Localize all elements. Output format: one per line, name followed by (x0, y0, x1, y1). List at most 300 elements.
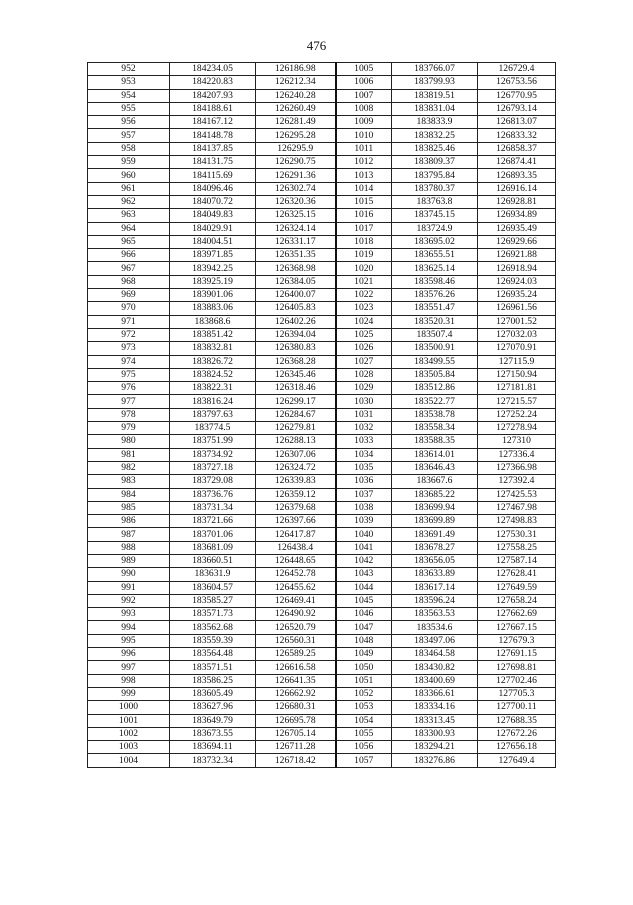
table-cell: 127181.81 (478, 382, 556, 395)
table-cell: 1049 (336, 648, 392, 661)
table-cell: 184131.75 (170, 156, 256, 169)
table-cell: 1030 (336, 395, 392, 408)
table-cell: 183774.5 (170, 422, 256, 435)
table-cell: 127558.25 (478, 541, 556, 554)
table-cell: 1038 (336, 501, 392, 514)
table-cell: 183625.14 (392, 262, 478, 275)
table-row (88, 608, 556, 621)
table-cell: 127672.26 (478, 727, 556, 740)
table-cell: 183824.52 (170, 368, 256, 381)
table-cell: 994 (88, 621, 170, 634)
table-cell: 183585.27 (170, 594, 256, 607)
coordinate-table-body (88, 63, 556, 768)
table-cell: 126680.31 (256, 701, 336, 714)
table-cell: 183631.9 (170, 568, 256, 581)
table-cell: 1026 (336, 342, 392, 355)
table-cell: 183649.79 (170, 714, 256, 727)
table-cell: 183667.6 (392, 475, 478, 488)
table-cell: 183699.89 (392, 515, 478, 528)
table-cell: 183832.81 (170, 342, 256, 355)
table-cell: 184167.12 (170, 116, 256, 129)
table-cell: 127530.31 (478, 528, 556, 541)
table-cell: 183799.93 (392, 76, 478, 89)
table-cell: 183464.58 (392, 648, 478, 661)
table-cell: 184234.05 (170, 63, 256, 76)
table-cell: 1015 (336, 195, 392, 208)
table-cell: 183655.51 (392, 249, 478, 262)
table-cell: 973 (88, 342, 170, 355)
table-cell: 992 (88, 594, 170, 607)
table-cell: 126394.04 (256, 328, 336, 341)
table-cell: 183695.02 (392, 235, 478, 248)
table-cell: 969 (88, 289, 170, 302)
table-cell: 183576.26 (392, 289, 478, 302)
table-cell: 971 (88, 315, 170, 328)
table-cell: 183751.99 (170, 435, 256, 448)
table-cell: 126260.49 (256, 102, 336, 115)
table-cell: 127278.94 (478, 422, 556, 435)
table-cell: 127700.11 (478, 701, 556, 714)
table-cell: 974 (88, 355, 170, 368)
table-cell: 126380.83 (256, 342, 336, 355)
table-cell: 127115.9 (478, 355, 556, 368)
table-cell: 126402.26 (256, 315, 336, 328)
table-cell: 126368.28 (256, 355, 336, 368)
table-row (88, 727, 556, 740)
table-cell: 183832.25 (392, 129, 478, 142)
table-cell: 1001 (88, 714, 170, 727)
table-row (88, 89, 556, 102)
table-cell: 183732.34 (170, 754, 256, 767)
table-cell: 1057 (336, 754, 392, 767)
table-row (88, 501, 556, 514)
table-cell: 1036 (336, 475, 392, 488)
table-cell: 183797.63 (170, 408, 256, 421)
table-row (88, 76, 556, 89)
table-cell: 184049.83 (170, 209, 256, 222)
table-cell: 955 (88, 102, 170, 115)
table-cell: 126813.07 (478, 116, 556, 129)
table-cell: 1055 (336, 727, 392, 740)
table-cell: 126469.41 (256, 594, 336, 607)
table-row (88, 634, 556, 647)
table-cell: 127656.18 (478, 741, 556, 754)
table-cell: 967 (88, 262, 170, 275)
table-cell: 126405.83 (256, 302, 336, 315)
table-cell: 126924.03 (478, 275, 556, 288)
table-cell: 183660.51 (170, 554, 256, 567)
table-cell: 183780.37 (392, 182, 478, 195)
table-cell: 1032 (336, 422, 392, 435)
table-cell: 183559.39 (170, 634, 256, 647)
table-cell: 972 (88, 328, 170, 341)
table-cell: 958 (88, 142, 170, 155)
table-cell: 126325.15 (256, 209, 336, 222)
table-cell: 962 (88, 195, 170, 208)
table-cell: 968 (88, 275, 170, 288)
table-cell: 126307.06 (256, 448, 336, 461)
table-cell: 183681.09 (170, 541, 256, 554)
table-cell: 127392.4 (478, 475, 556, 488)
table-cell: 993 (88, 608, 170, 621)
table-cell: 1053 (336, 701, 392, 714)
table-cell: 127498.83 (478, 515, 556, 528)
table-cell: 183520.31 (392, 315, 478, 328)
table-cell: 1007 (336, 89, 392, 102)
table-cell: 978 (88, 408, 170, 421)
table-cell: 1047 (336, 621, 392, 634)
table-cell: 126695.78 (256, 714, 336, 727)
table-cell: 984 (88, 488, 170, 501)
table-cell: 184207.93 (170, 89, 256, 102)
table-cell: 998 (88, 674, 170, 687)
table-cell: 184096.46 (170, 182, 256, 195)
table-row (88, 195, 556, 208)
table-cell: 183883.06 (170, 302, 256, 315)
table-row (88, 754, 556, 767)
table-cell: 1031 (336, 408, 392, 421)
table-cell: 1052 (336, 687, 392, 700)
table-row (88, 142, 556, 155)
table-cell: 1025 (336, 328, 392, 341)
table-cell: 1011 (336, 142, 392, 155)
table-cell: 183300.93 (392, 727, 478, 740)
table-cell: 183701.06 (170, 528, 256, 541)
table-cell: 126284.67 (256, 408, 336, 421)
table-cell: 1050 (336, 661, 392, 674)
table-cell: 126455.62 (256, 581, 336, 594)
table-cell: 975 (88, 368, 170, 381)
table-cell: 183971.85 (170, 249, 256, 262)
table-cell: 126240.28 (256, 89, 336, 102)
table-row (88, 102, 556, 115)
table-cell: 1018 (336, 235, 392, 248)
table-cell: 1048 (336, 634, 392, 647)
table-cell: 999 (88, 687, 170, 700)
table-cell: 183816.24 (170, 395, 256, 408)
table-cell: 183736.76 (170, 488, 256, 501)
table-row (88, 621, 556, 634)
table-cell: 183571.73 (170, 608, 256, 621)
table-cell: 183724.9 (392, 222, 478, 235)
table-cell: 126295.28 (256, 129, 336, 142)
table-cell: 956 (88, 116, 170, 129)
table-cell: 991 (88, 581, 170, 594)
table-cell: 126279.81 (256, 422, 336, 435)
table-cell: 183826.72 (170, 355, 256, 368)
table-row (88, 368, 556, 381)
table-cell: 126186.98 (256, 63, 336, 76)
table-cell: 126318.46 (256, 382, 336, 395)
table-row (88, 289, 556, 302)
table-cell: 183729.08 (170, 475, 256, 488)
table-cell: 183766.07 (392, 63, 478, 76)
table-row (88, 461, 556, 474)
table-cell: 1014 (336, 182, 392, 195)
table-cell: 126290.75 (256, 156, 336, 169)
table-cell: 126718.42 (256, 754, 336, 767)
table-cell: 126212.34 (256, 76, 336, 89)
table-cell: 1013 (336, 169, 392, 182)
table-cell: 183673.55 (170, 727, 256, 740)
table-cell: 126345.46 (256, 368, 336, 381)
table-cell: 126288.13 (256, 435, 336, 448)
table-cell: 184220.83 (170, 76, 256, 89)
table-cell: 126916.14 (478, 182, 556, 195)
table-cell: 183763.8 (392, 195, 478, 208)
table-cell: 953 (88, 76, 170, 89)
table-cell: 126281.49 (256, 116, 336, 129)
table-cell: 183499.55 (392, 355, 478, 368)
table-row (88, 222, 556, 235)
table-cell: 126359.12 (256, 488, 336, 501)
table-cell: 960 (88, 169, 170, 182)
table-cell: 126560.31 (256, 634, 336, 647)
table-cell: 127688.35 (478, 714, 556, 727)
table-cell: 1009 (336, 116, 392, 129)
table-row (88, 448, 556, 461)
table-row (88, 515, 556, 528)
table-cell: 183678.27 (392, 541, 478, 554)
table-cell: 183627.96 (170, 701, 256, 714)
table-cell: 183731.34 (170, 501, 256, 514)
table-cell: 183563.53 (392, 608, 478, 621)
table-cell: 183699.94 (392, 501, 478, 514)
table-cell: 982 (88, 461, 170, 474)
table-row (88, 701, 556, 714)
table-cell: 183276.86 (392, 754, 478, 767)
table-cell: 183558.34 (392, 422, 478, 435)
table-cell: 183633.89 (392, 568, 478, 581)
table-cell: 183562.68 (170, 621, 256, 634)
table-cell: 126379.68 (256, 501, 336, 514)
table-cell: 126921.88 (478, 249, 556, 262)
table-cell: 183721.66 (170, 515, 256, 528)
table-cell: 127252.24 (478, 408, 556, 421)
table-cell: 126417.87 (256, 528, 336, 541)
table-cell: 126324.14 (256, 222, 336, 235)
table-cell: 127070.91 (478, 342, 556, 355)
table-cell: 980 (88, 435, 170, 448)
table-cell: 184148.78 (170, 129, 256, 142)
table-cell: 127679.3 (478, 634, 556, 647)
table-cell: 126302.74 (256, 182, 336, 195)
table-cell: 126397.66 (256, 515, 336, 528)
table-cell: 126918.94 (478, 262, 556, 275)
table-cell: 1000 (88, 701, 170, 714)
table-cell: 183868.6 (170, 315, 256, 328)
table-cell: 997 (88, 661, 170, 674)
table-row (88, 648, 556, 661)
table-row (88, 687, 556, 700)
table-cell: 183512.86 (392, 382, 478, 395)
table-cell: 126616.58 (256, 661, 336, 674)
table-cell: 183617.14 (392, 581, 478, 594)
table-cell: 127649.59 (478, 581, 556, 594)
table-cell: 988 (88, 541, 170, 554)
table-cell: 183598.46 (392, 275, 478, 288)
table-cell: 979 (88, 422, 170, 435)
table-cell: 126299.17 (256, 395, 336, 408)
table-cell: 183694.11 (170, 741, 256, 754)
table-cell: 126705.14 (256, 727, 336, 740)
table-cell: 1006 (336, 76, 392, 89)
table-row (88, 714, 556, 727)
table-cell: 184070.72 (170, 195, 256, 208)
table-cell: 1054 (336, 714, 392, 727)
table-row (88, 674, 556, 687)
table-cell: 127215.57 (478, 395, 556, 408)
table-cell: 126935.24 (478, 289, 556, 302)
table-cell: 184115.69 (170, 169, 256, 182)
table-cell: 183614.01 (392, 448, 478, 461)
table-cell: 126384.05 (256, 275, 336, 288)
table-cell: 1029 (336, 382, 392, 395)
table-row (88, 129, 556, 142)
table-cell: 1012 (336, 156, 392, 169)
table-cell: 1010 (336, 129, 392, 142)
table-cell: 977 (88, 395, 170, 408)
table-cell: 126874.41 (478, 156, 556, 169)
table-cell: 966 (88, 249, 170, 262)
table-row (88, 328, 556, 341)
table-cell: 127698.81 (478, 661, 556, 674)
table-cell: 183366.61 (392, 687, 478, 700)
table-cell: 126331.17 (256, 235, 336, 248)
table-cell: 183294.21 (392, 741, 478, 754)
table-cell: 184004.51 (170, 235, 256, 248)
table-cell: 1019 (336, 249, 392, 262)
table-row (88, 262, 556, 275)
table-cell: 127336.4 (478, 448, 556, 461)
table-cell: 970 (88, 302, 170, 315)
table-cell: 126729.4 (478, 63, 556, 76)
table-cell: 183500.91 (392, 342, 478, 355)
table-row (88, 661, 556, 674)
table-cell: 183534.6 (392, 621, 478, 634)
table-cell: 127032.03 (478, 328, 556, 341)
table-cell: 183586.25 (170, 674, 256, 687)
table-cell: 183596.24 (392, 594, 478, 607)
table-cell: 126928.81 (478, 195, 556, 208)
table-cell: 126452.78 (256, 568, 336, 581)
table-cell: 127705.3 (478, 687, 556, 700)
table-cell: 126793.14 (478, 102, 556, 115)
table-cell: 127001.52 (478, 315, 556, 328)
table-cell: 183313.45 (392, 714, 478, 727)
table-cell: 127628.41 (478, 568, 556, 581)
table-cell: 183851.42 (170, 328, 256, 341)
table-cell: 987 (88, 528, 170, 541)
table-cell: 126490.92 (256, 608, 336, 621)
table-cell: 126893.35 (478, 169, 556, 182)
table-cell: 126589.25 (256, 648, 336, 661)
table-cell: 183538.78 (392, 408, 478, 421)
table-row (88, 475, 556, 488)
table-cell: 126320.36 (256, 195, 336, 208)
table-cell: 183551.47 (392, 302, 478, 315)
table-cell: 1027 (336, 355, 392, 368)
table-cell: 126448.65 (256, 554, 336, 567)
table-cell: 1044 (336, 581, 392, 594)
table-cell: 1040 (336, 528, 392, 541)
table-row (88, 275, 556, 288)
table-cell: 127662.69 (478, 608, 556, 621)
table-cell: 1024 (336, 315, 392, 328)
table-row (88, 568, 556, 581)
table-cell: 985 (88, 501, 170, 514)
table-cell: 183819.51 (392, 89, 478, 102)
table-cell: 183656.05 (392, 554, 478, 567)
table-cell: 1045 (336, 594, 392, 607)
table-cell: 183925.19 (170, 275, 256, 288)
table-cell: 183588.35 (392, 435, 478, 448)
table-cell: 127702.46 (478, 674, 556, 687)
table-cell: 1004 (88, 754, 170, 767)
table-cell: 1028 (336, 368, 392, 381)
table-cell: 964 (88, 222, 170, 235)
table-cell: 126935.49 (478, 222, 556, 235)
table-row (88, 235, 556, 248)
table-cell: 126438.4 (256, 541, 336, 554)
coordinate-table (87, 62, 556, 768)
table-row (88, 554, 556, 567)
table-cell: 989 (88, 554, 170, 567)
table-cell: 183825.46 (392, 142, 478, 155)
table-row (88, 422, 556, 435)
table-cell: 1034 (336, 448, 392, 461)
table-cell: 1003 (88, 741, 170, 754)
table-cell: 127658.24 (478, 594, 556, 607)
table-cell: 127467.98 (478, 501, 556, 514)
table-row (88, 169, 556, 182)
table-cell: 183745.15 (392, 209, 478, 222)
table-cell: 1035 (336, 461, 392, 474)
table-cell: 959 (88, 156, 170, 169)
table-row (88, 182, 556, 195)
table-cell: 1043 (336, 568, 392, 581)
table-cell: 1042 (336, 554, 392, 567)
table-row (88, 355, 556, 368)
table-cell: 127649.4 (478, 754, 556, 767)
table-cell: 126291.36 (256, 169, 336, 182)
table-cell: 183734.92 (170, 448, 256, 461)
table-cell: 126520.79 (256, 621, 336, 634)
table-cell: 126833.32 (478, 129, 556, 142)
table-row (88, 156, 556, 169)
table-cell: 183691.49 (392, 528, 478, 541)
table-cell: 183605.49 (170, 687, 256, 700)
table-cell: 126368.98 (256, 262, 336, 275)
table-cell: 183795.84 (392, 169, 478, 182)
table-cell: 183685.22 (392, 488, 478, 501)
table-cell: 127150.94 (478, 368, 556, 381)
page-number: 476 (306, 38, 327, 53)
table-cell: 126324.72 (256, 461, 336, 474)
table-cell: 126934.89 (478, 209, 556, 222)
table-row (88, 116, 556, 129)
table-cell: 1051 (336, 674, 392, 687)
table-cell: 127691.15 (478, 648, 556, 661)
table-cell: 976 (88, 382, 170, 395)
table-cell: 183942.25 (170, 262, 256, 275)
table-cell: 126295.9 (256, 142, 336, 155)
table-cell: 1037 (336, 488, 392, 501)
table-row (88, 342, 556, 355)
table-cell: 126400.07 (256, 289, 336, 302)
table-cell: 127587.14 (478, 554, 556, 567)
table-cell: 965 (88, 235, 170, 248)
